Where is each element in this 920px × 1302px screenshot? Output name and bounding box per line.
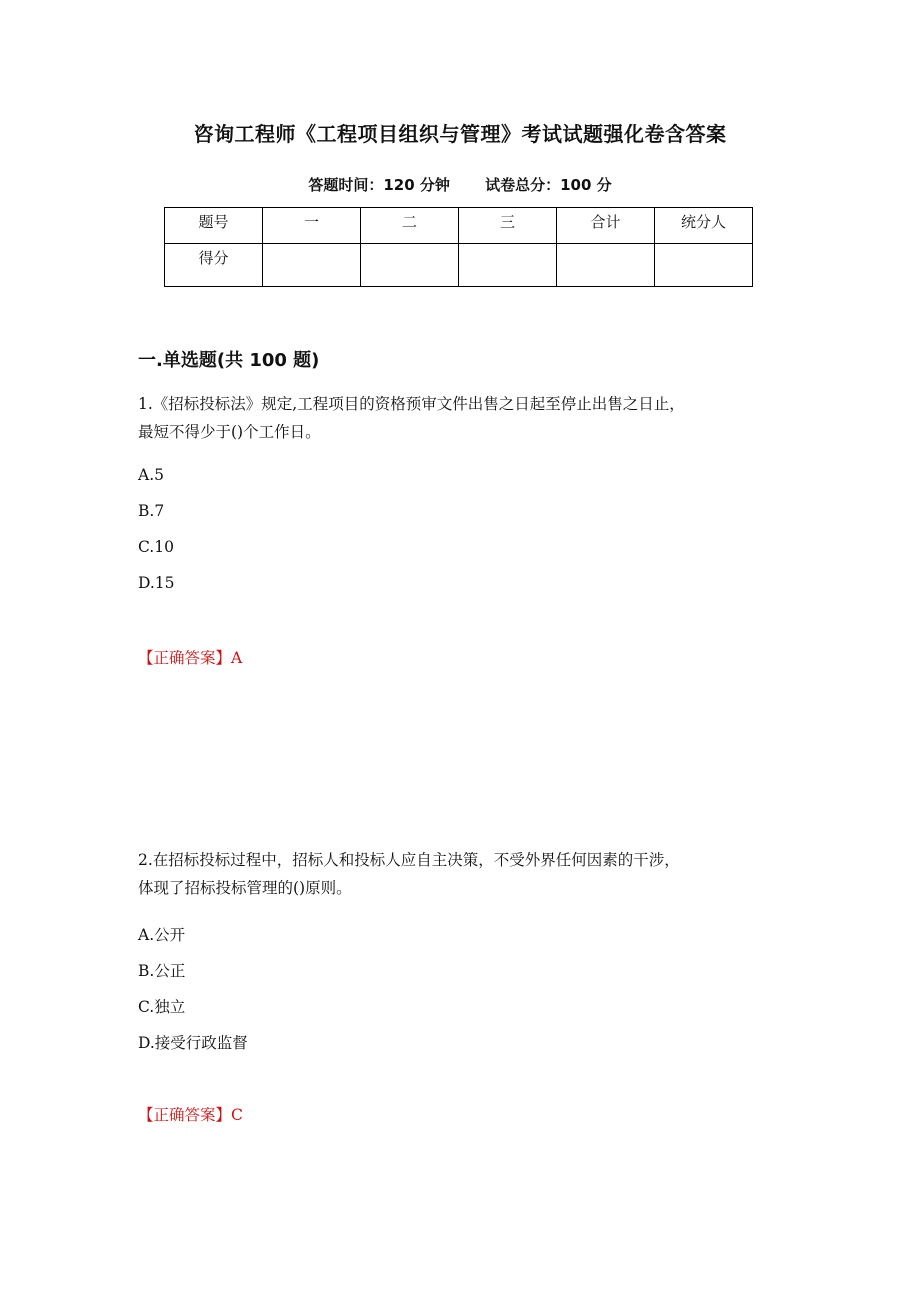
score-header-cell: 统分人 — [655, 208, 753, 244]
option-c: C.独立 — [138, 998, 186, 1016]
question-stem-line: 最短不得少于()个工作日。 — [138, 423, 321, 441]
score-header-cell: 三 — [459, 208, 557, 244]
exam-total-score: 试卷总分：100 分 — [485, 176, 612, 194]
option-b: B.7 — [138, 502, 165, 520]
score-header-cell: 合计 — [557, 208, 655, 244]
exam-time: 答题时间：120 分钟 — [308, 176, 450, 194]
document-title: 咨询工程师《工程项目组织与管理》考试试题强化卷含答案 — [193, 122, 727, 146]
question-stem — [138, 846, 818, 902]
section-title: 一.单选题(共 100 题) — [138, 350, 320, 371]
option-b: B.公正 — [138, 962, 186, 980]
correct-answer: 【正确答案】C — [138, 1106, 243, 1124]
question-stem — [138, 390, 818, 446]
score-cell — [361, 244, 459, 287]
score-cell — [459, 244, 557, 287]
score-table-score-row — [165, 244, 753, 287]
score-header-cell: 一 — [263, 208, 361, 244]
score-table-header-row — [165, 208, 753, 244]
question-stem-line: 1.《招标投标法》规定,工程项目的资格预审文件出售之日起至停止出售之日止， — [138, 395, 685, 413]
score-header-cell: 题号 — [165, 208, 263, 244]
option-d: D.15 — [138, 574, 175, 592]
option-d: D.接受行政监督 — [138, 1034, 248, 1052]
question-stem-line: 体现了招标投标管理的()原则。 — [138, 879, 352, 897]
score-cell — [655, 244, 753, 287]
question-stem-line: 2.在招标投标过程中，招标人和投标人应自主决策，不受外界任何因素的干涉， — [138, 851, 680, 869]
option-c: C.10 — [138, 538, 174, 556]
score-header-cell: 二 — [361, 208, 459, 244]
option-a: A.公开 — [138, 926, 186, 944]
option-a: A.5 — [138, 466, 164, 484]
score-cell — [557, 244, 655, 287]
exam-meta — [0, 174, 920, 195]
score-row-label: 得分 — [165, 244, 263, 287]
score-table — [164, 207, 753, 287]
score-cell — [263, 244, 361, 287]
correct-answer: 【正确答案】A — [138, 649, 243, 667]
